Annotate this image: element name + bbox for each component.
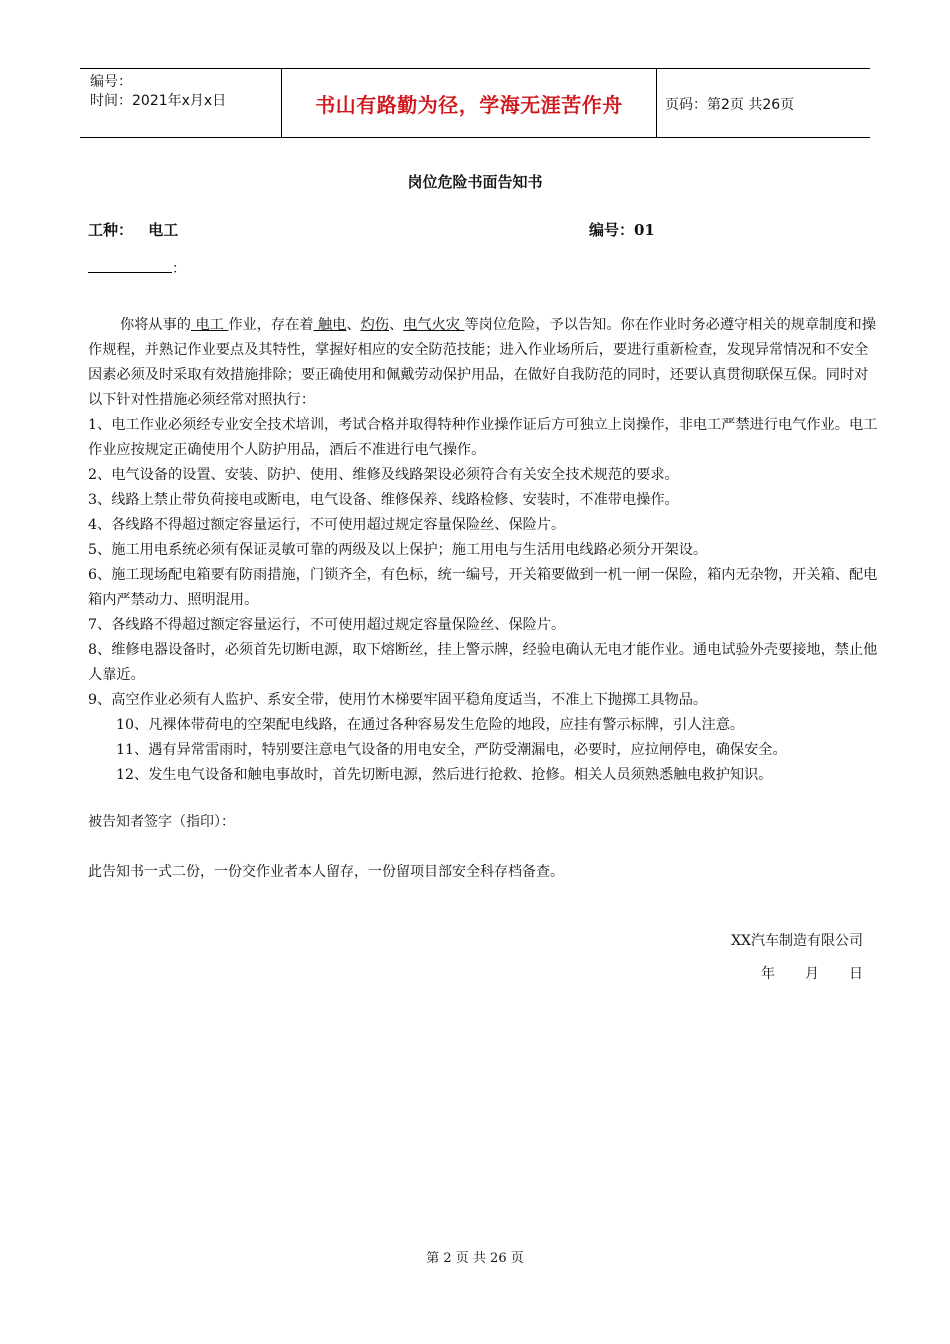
recipient-colon: ：	[172, 261, 186, 277]
recipient-blank	[88, 258, 186, 278]
rule-item: 9、高空作业必须有人监护、系安全带，使用竹木梯要牢固平稳角度适当，不准上下抛掷工具物品。	[88, 692, 708, 708]
header-time-label: 时间：2021年x月x日	[90, 93, 227, 109]
company-name: XX汽车制造有限公司	[731, 933, 863, 949]
date-year: 年	[761, 966, 775, 982]
header-number-label: 编号：	[90, 74, 132, 90]
document-number: 编号：01	[589, 221, 655, 239]
rule-item: 5、施工用电系统必须有保证灵敏可靠的两级及以上保护；施工用电与生活用电线路必须分开架设。	[88, 542, 708, 558]
rule-item: 12、发生电气设备和触电事故时，首先切断电源，然后进行抢救、抢修。相关人员须熟悉触电救护知识。	[116, 767, 773, 783]
rule-item: 2、电气设备的设置、安装、防护、使用、维修及线路架设必须符合有关安全技术规范的要求。	[88, 467, 679, 483]
rule-item: 4、各线路不得超过额定容量运行，不可使用超过规定容量保险丝、保险片。	[88, 517, 566, 533]
hazard-electrical-fire: 电气火灾	[403, 317, 465, 333]
rule-item: 7、各线路不得超过额定容量运行，不可使用超过规定容量保险丝、保险片。	[88, 617, 566, 633]
hazard-burn: 灼伤	[360, 317, 389, 333]
intro-trade: 电工	[190, 317, 229, 333]
document-body	[88, 313, 878, 788]
date-line	[731, 963, 863, 983]
header-motto: 书山有路勤为径，学海无涯苦作舟	[315, 92, 623, 117]
date-day: 日	[849, 966, 863, 982]
signature-label: 被告知者签字（指印）：	[88, 814, 235, 830]
intro-sep-1: 、	[346, 317, 361, 333]
rule-item: 1、电工作业必须经专业安全技术培训，考试合格并取得特种作业操作证后方可独立上岗操作，非电工严禁进行电气作业。电工作业应按规定正确使用个人防护用品，酒后不准进行电气操作。	[88, 417, 878, 458]
page-footer: 第 2 页 共 26 页	[426, 1251, 524, 1266]
rule-item: 11、遇有异常雷雨时，特别要注意电气设备的用电安全，严防受潮漏电，必要时，应拉闸停电，确保安全。	[116, 742, 787, 758]
rule-item: 3、线路上禁止带负荷接电或断电，电气设备、维修保养、线路检修、安装时，不准带电操作。	[88, 492, 679, 508]
trade-value: 电工	[148, 221, 179, 239]
header-page-info: 页码：第2页 共26页	[665, 97, 795, 113]
intro-sep-2: 、	[388, 317, 404, 333]
header-left	[90, 73, 226, 111]
trade-label: 工种：	[88, 221, 134, 239]
document-title: 岗位危险书面告知书	[407, 173, 543, 191]
copies-note: 此告知书一式二份，一份交作业者本人留存，一份留项目部安全科存档备查。	[88, 864, 564, 880]
header-motto-cell	[281, 69, 657, 137]
recipient-underline	[88, 260, 172, 273]
rule-item: 10、凡裸体带荷电的空架配电线路，在通过各种容易发生危险的地段，应挂有警示标牌，引人注意。	[116, 717, 745, 733]
hazard-electric-shock: 触电	[313, 317, 347, 333]
intro-text-3: 等岗位危险，予以告知。你在作业时务必遵守相关的规章制度和操作规程，并熟记作业要点及其特性，掌握好相应的安全防范技能；进入作业场所后，要进行重新检查，发现异常情况和不安全因素必须及时采取有效措施排除；要正确使用和佩戴劳动保护用品，在做好自我防范的同时，还要认真贯彻联保互保。同时对以下针对性措施必须经常对照执行：	[88, 317, 876, 408]
intro-text-2: 作业，存在着	[228, 317, 314, 333]
rule-item: 8、维修电器设备时，必须首先切断电源，取下熔断丝，挂上警示牌，经验电确认无电才能作业。通电试验外壳要接地，禁止他人靠近。	[88, 642, 878, 683]
date-month: 月	[805, 966, 819, 982]
trade-field	[88, 219, 178, 240]
intro-text-1: 你将从事的	[120, 317, 191, 333]
rule-item: 6、施工现场配电箱要有防雨措施，门锁齐全，有色标，统一编号，开关箱要做到一机一闸一保险，箱内无杂物，开关箱、配电箱内严禁动力、照明混用。	[88, 567, 878, 608]
intro-paragraph	[88, 313, 878, 413]
page-header	[80, 68, 870, 138]
